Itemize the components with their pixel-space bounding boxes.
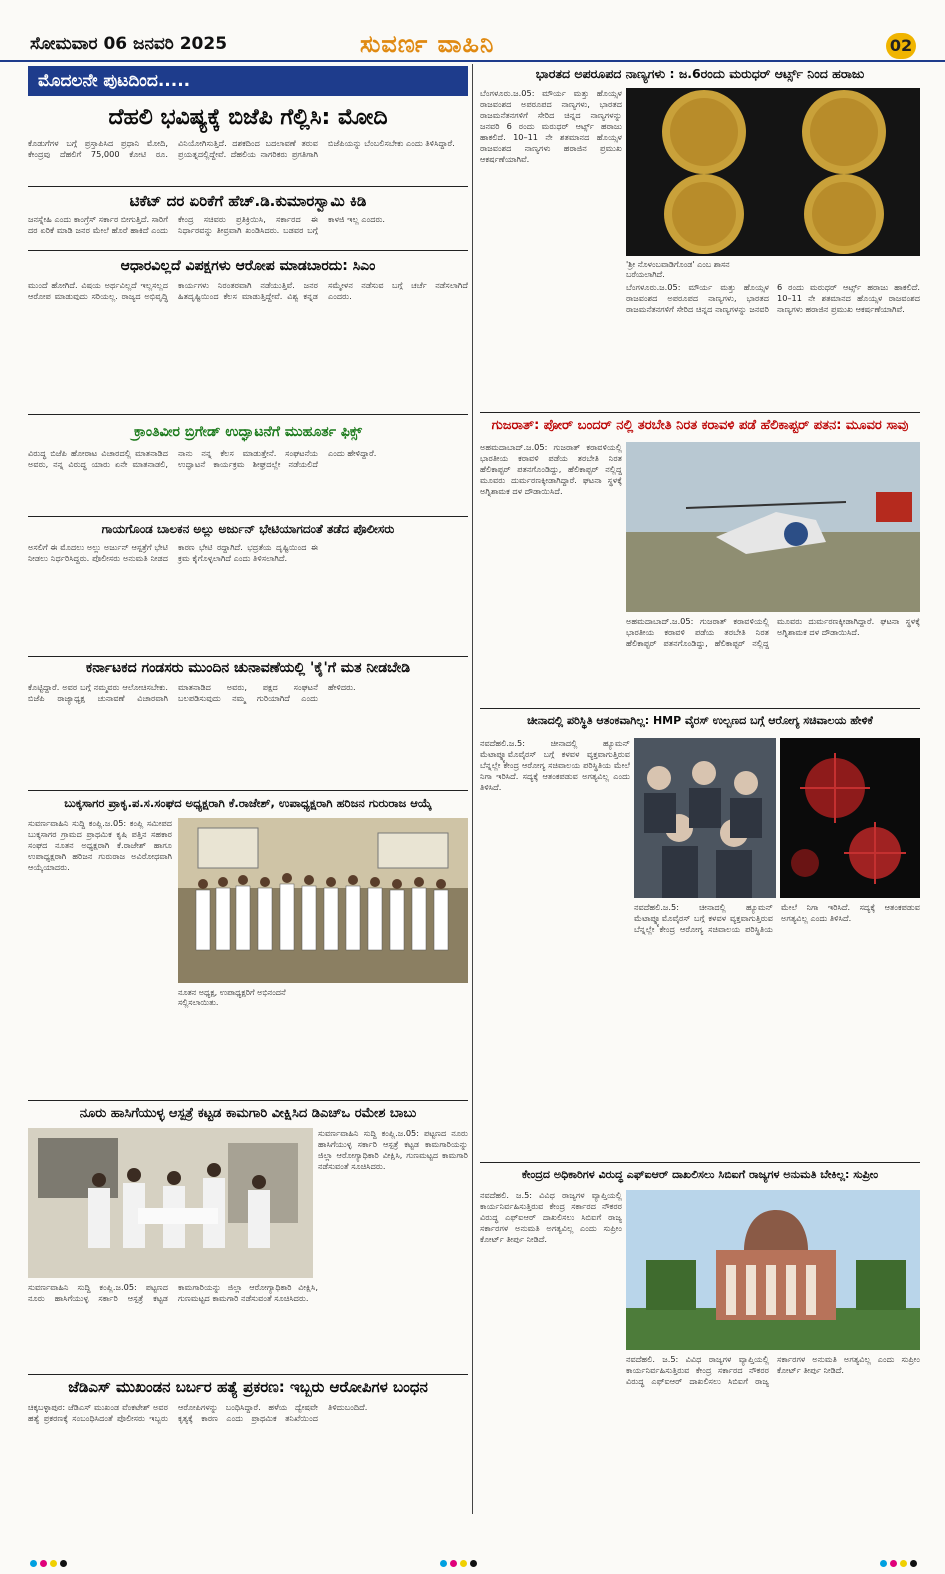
headline-delhi-bjp: ದೆಹಲಿ ಭವಿಷ್ಯಕ್ಕೆ ಬಿಜೆಪಿ ಗೆಲ್ಲಿಸಿ: ಮೋದಿ [108,105,388,130]
logo-text: ಸುವರ್ಣ ವಾಹಿನಿ [360,30,495,58]
article-cbi-body-continued: ನವದೆಹಲಿ. ಜ.5: ವಿವಿಧ ರಾಜ್ಯಗಳ ವ್ಯಾಪ್ತಿಯಲ್ಲಿ ಕಾರ್ಯನಿರ್ವಹಿಸುತ್ತಿರುವ ಕೇಂದ್ರ ಸರ್ಕಾರದ ನೌಕರರ ವಿರುದ್ಧ ಎಫ್ಐಆರ್ ದಾಖಲಿಸಲು ಸಿಬಿಐಗೆ ರಾಜ್ಯ ಸರ್ಕಾರಗಳ ಅನುಮತಿ ಅಗತ್ಯವಿಲ್ಲ ಎಂದು ಸುಪ್ರೀಂ ಕೋರ್ಟ್ ತೀರ್ಪು ನೀಡಿದೆ. [626,1354,920,1386]
issue-date: ಸೋಮವಾರ 06 ಜನವರಿ 2025 [30,34,228,54]
photo-hospital-inspection [28,1128,313,1278]
article-kranthiveera-body: ವಿರುದ್ಧ ಬಿಜೆಪಿ ಹೋರಾಟ ವಿಚಾರದಲ್ಲಿ ಮಾತನಾಡಿದ ಅವರು, ನನ್ನ ವಿರುದ್ಧ ಯಾರು ಏನೇ ಮಾತನಾಡಲಿ, ನಾನು ನನ್ನ ಕೆಲಸ ಮಾಡುತ್ತೇನೆ. ಸಂಘಟನೆಯ ಉದ್ಘಾಟನೆ ಕಾರ್ಯಕ್ರಮ ಶೀಘ್ರದಲ್ಲೇ ನಡೆಯಲಿದೆ ಎಂದು ಹೇಳಿದ್ದಾರೆ. [28,448,377,469]
article-cbi-body: ನವದೆಹಲಿ. ಜ.5: ವಿವಿಧ ರಾಜ್ಯಗಳ ವ್ಯಾಪ್ತಿಯಲ್ಲಿ ಕಾರ್ಯನಿರ್ವಹಿಸುತ್ತಿರುವ ಕೇಂದ್ರ ಸರ್ಕಾರದ ನೌಕರರ ವಿರುದ್ಧ ಎಫ್ಐಆರ್ ದಾಖಲಿಸಲು ಸಿಬಿಐಗೆ ರಾಜ್ಯ ಸರ್ಕಾರಗಳ ಅನುಮತಿ ಅಗತ್ಯವಿಲ್ಲ ಎಂದು ಸುಪ್ರೀಂ ಕೋರ್ಟ್ ತೀರ್ಪು ನೀಡಿದೆ. [480,1190,622,1244]
section-banner: ಮೊದಲನೇ ಪುಟದಿಂದ..... [28,66,468,96]
headline-kranthiveera-brigade: ಕ್ರಾಂತಿವೀರ ಬ್ರಿಗೇಡ್ ಉದ್ಘಾಟನೆಗೆ ಮುಹೂರ್ತ ಫಿಕ್ಸ್ [134,424,362,440]
article-helicopter-body: ಅಹಮದಾಬಾದ್.ಜ.05: ಗುಜರಾತ್ ಕರಾವಳಿಯಲ್ಲಿ ಭಾರತೀಯ ಕರಾವಳಿ ಪಡೆಯ ತರಬೇತಿ ನಿರತ ಹೆಲಿಕಾಪ್ಟರ್ ಪತನಗೊಂಡಿದ್ದು, ಹೆಲಿಕಾಪ್ಟರ್ ನಲ್ಲಿದ್ದ ಮೂವರು ದುರ್ಮರಣಕ್ಕೀಡಾಗಿದ್ದಾರೆ. ಘಟನಾ ಸ್ಥಳಕ್ಕೆ ಅಗ್ನಿಶಾಮಕ ದಳ ದೌಡಾಯಿಸಿದೆ. [480,442,622,496]
headline-jds-murder: ಜೆಡಿಎಸ್ ಮುಖಂಡನ ಬರ್ಬರ ಹತ್ಯೆ ಪ್ರಕರಣ: ಇಬ್ಬರು ಆರೋಪಿಗಳ ಬಂಧನ [68,1378,428,1396]
coins-photo-caption: 'ಶ್ರೀ ನೊಳಂಬವಾಡಿಗೊಂಡ' ಎಂಬ ಶಾಸನ ಬರೆಯಲಾಗಿದೆ. [626,260,730,279]
headline-karnataka-men: ಕರ್ನಾಟಕದ ಗಂಡಸರು ಮುಂದಿನ ಚುನಾವಣೆಯಲ್ಲಿ 'ಕೈ'ಗೆ ಮತ ನೀಡಬೇಡಿ [85,660,411,676]
article-cm-allegation-body: ಮುಂದೆ ಹೋಗಿದೆ. ವಿಷಯ ಅರ್ಥವಿಲ್ಲದೆ ಇಲ್ಲಸಲ್ಲದ ಆರೋಪ ಮಾಡುವುದು ಸರಿಯಲ್ಲ. ರಾಜ್ಯದ ಅಭಿವೃದ್ಧಿ ಕಾರ್ಯಗಳು ನಿರಂತರವಾಗಿ ನಡೆಯುತ್ತಿವೆ. ಜನರ ಹಿತದೃಷ್ಟಿಯಿಂದ ಕೆಲಸ ಮಾಡುತ್ತಿದ್ದೇವೆ. ವಿಶ್ವ ಕನ್ನಡ ಸಮ್ಮೇಳನ ನಡೆಸುವ ಬಗ್ಗೆ ಚರ್ಚೆ ನಡೆಸಲಾಗಿದೆ ಎಂದರು. [28,280,468,301]
article-jds-murder-body: ಚಿಕ್ಕಬಳ್ಳಾಪುರ: ಜೆಡಿಎಸ್ ಮುಖಂಡ ವೆಂಕಟೇಶ್ ಅವರ ಹತ್ಯೆ ಪ್ರಕರಣಕ್ಕೆ ಸಂಬಂಧಿಸಿದಂತೆ ಪೊಲೀಸರು ಇಬ್ಬರು ಆರೋಪಿಗಳನ್ನು ಬಂಧಿಸಿದ್ದಾರೆ. ಹಳೆಯ ದ್ವೇಷವೇ ಕೃತ್ಯಕ್ಕೆ ಕಾರಣ ಎಂದು ಪ್ರಾಥಮಿಕ ತನಿಖೆಯಿಂದ ತಿಳಿದುಬಂದಿದೆ. [28,1402,368,1423]
print-registration-marks-left [30,1552,70,1571]
headline-kumaraswamy: ಟಿಕೆಟ್ ದರ ಏರಿಕೆಗೆ ಹೆಚ್.ಡಿ.ಕುಮಾರಸ್ವಾಮಿ ಕಿಡಿ [129,192,367,210]
divider [480,1162,920,1163]
page-number-badge: 02 [886,33,916,59]
article-rare-coins-body-continued: ಬೆಂಗಳೂರು.ಜ.05: ಮೌರ್ಯ ಮತ್ತು ಹೊಯ್ಸಳ ರಾಜವಂಶದ ಅಪರೂಪದ ನಾಣ್ಯಗಳು, ಭಾರತದ ರಾಜಮನೆತನಗಳಿಗೆ ಸೇರಿದ ಚಿನ್ನದ ನಾಣ್ಯಗಳನ್ನು ಜನವರಿ 6 ರಂದು ಮರುಧರ್ ಆರ್ಟ್ಸ್ ಹರಾಜು ಹಾಕಲಿದೆ. 10–11 ನೇ ಶತಮಾನದ ಹೊಯ್ಸಳ ರಾಜವಂಶದ ನಾಣ್ಯಗಳು ಹರಾಜಿನ ಪ್ರಮುಖ ಆಕರ್ಷಣೆಯಾಗಿವೆ. [626,282,920,314]
print-registration-marks-center [440,1552,480,1571]
headline-rare-coins: ಭಾರತದ ಅಪರೂಪದ ನಾಣ್ಯಗಳು : ಜ.6ರಂದು ಮರುಧರ್ ಆರ್ಟ್ಸ್ ನಿಂದ ಹರಾಜು [535,66,865,81]
headline-allu-arjun: ಗಾಯಗೊಂಡ ಬಾಲಕನ ಅಲ್ಲು ಅರ್ಜುನ್ ಭೇಟಿಯಾಗದಂತೆ ತಡೆದ ಪೊಲೀಸರು [101,522,395,536]
article-hmp-virus-body-continued: ನವದೆಹಲಿ.ಜ.5: ಚೀನಾದಲ್ಲಿ ಹ್ಯೂಮನ್ ಮೆಟಾಪ್ನ್ಯೂಮೊವೈರಸ್ ಬಗ್ಗೆ ಕಳವಳ ವ್ಯಕ್ತವಾಗುತ್ತಿರುವ ಬೆನ್ನಲ್ಲೇ ಕೇಂದ್ರ ಆರೋಗ್ಯ ಸಚಿವಾಲಯ ಪರಿಸ್ಥಿತಿಯ ಮೇಲೆ ನಿಗಾ ಇರಿಸಿದೆ. ಸದ್ಯಕ್ಕೆ ಆತಂಕಪಡುವ ಅಗತ್ಯವಿಲ್ಲ ಎಂದು ತಿಳಿಸಿದೆ. [634,902,920,934]
divider [28,656,468,657]
divider [28,516,468,517]
article-hospital-body-right: ಸುವರ್ಣವಾಹಿನಿ ಸುದ್ದಿ ಕಂಪ್ಲಿ.ಜ.05: ಪಟ್ಟಣದ ನೂರು ಹಾಸಿಗೆಯುಳ್ಳ ಸರ್ಕಾರಿ ಆಸ್ಪತ್ರೆ ಕಟ್ಟಡ ಕಾಮಗಾರಿಯನ್ನು ಜಿಲ್ಲಾ ಆರೋಗ್ಯಾಧಿಕಾರಿ ವೀಕ್ಷಿಸಿ, ಗುಣಮಟ್ಟದ ಕಾಮಗಾರಿ ನಡೆಸುವಂತೆ ಸೂಚಿಸಿದರು. [318,1128,468,1171]
article-helicopter-body-continued: ಅಹಮದಾಬಾದ್.ಜ.05: ಗುಜರಾತ್ ಕರಾವಳಿಯಲ್ಲಿ ಭಾರತೀಯ ಕರಾವಳಿ ಪಡೆಯ ತರಬೇತಿ ನಿರತ ಹೆಲಿಕಾಪ್ಟರ್ ಪತನಗೊಂಡಿದ್ದು, ಹೆಲಿಕಾಪ್ಟರ್ ನಲ್ಲಿದ್ದ ಮೂವರು ದುರ್ಮರಣಕ್ಕೀಡಾಗಿದ್ದಾರೆ. ಘಟನಾ ಸ್ಥಳಕ್ಕೆ ಅಗ್ನಿಶಾಮಕ ದಳ ದೌಡಾಯಿಸಿದೆ. [626,616,920,648]
divider [28,790,468,791]
society-photo-caption: ನೂತನ ಅಧ್ಯಕ್ಷ, ಉಪಾಧ್ಯಕ್ಷರಿಗೆ ಅಭಿನಂದನೆ ಸಲ್ಲಿಸಲಾಯಿತು. [178,988,286,1007]
divider [28,1374,468,1375]
photo-hospital-crowd [634,738,776,898]
divider [28,250,468,251]
print-registration-marks-right [880,1552,920,1571]
column-divider [472,64,473,1514]
headline-bukkasagara-society: ಬುಕ್ಕಸಾಗರ ಪ್ರಾಕೃ.ಪ.ಸ.ಸಂಘದ ಅಧ್ಯಕ್ಷರಾಗಿ ಕೆ.ರಾಜೇಶ್, ಉಪಾಧ್ಯಕ್ಷರಾಗಿ ಹರಿಜನ ಗುರುರಾಜ ಆಯ್ಕೆ [64,796,432,810]
headline-helicopter-crash: ಗುಜರಾತ್: ಪೋರ್ ಬಂದರ್ ನಲ್ಲಿ ತರಬೇತಿ ನಿರತ ಕರಾವಳಿ ಪಡೆ ಹೆಲಿಕಾಪ್ಟರ್ ಪತನ: ಮೂವರ ಸಾವು [491,418,909,433]
photo-virus-illustration [780,738,920,898]
headline-cbi-supreme-court: ಕೇಂದ್ರದ ಅಧಿಕಾರಿಗಳ ವಿರುದ್ಧ ಎಫ್ಐಆರ್ ದಾಖಲಿಸಲು ಸಿಬಿಐಗೆ ರಾಜ್ಯಗಳ ಅನುಮತಿ ಬೇಕಿಲ್ಲ: ಸುಪ್ರೀಂ [521,1168,879,1181]
masthead [0,0,945,62]
headline-cm-allegation: ಆಧಾರವಿಲ್ಲದೆ ವಿಪಕ್ಷಗಳು ಆರೋಪ ಮಾಡಬಾರದು: ಸಿಎಂ [120,258,376,274]
divider [28,186,468,187]
divider [28,1100,468,1101]
photo-gold-coins [626,88,920,256]
article-delhi-bjp-body: ಕೊಡುಗೆಗಳ ಬಗ್ಗೆ ಪ್ರಸ್ತಾಪಿಸಿದ ಪ್ರಧಾನಿ ಮೋದಿ, ಕೇಂದ್ರವು ದೆಹಲಿಗೆ 75,000 ಕೋಟಿ ರೂ. ವಿನಿಯೋಗಿಸುತ್ತಿದೆ. ದಶಕದಿಂದ ಬದಲಾವಣೆ ತರುವ ಪ್ರಯತ್ನದಲ್ಲಿದ್ದೇವೆ. ದೆಹಲಿಯ ನಾಗರಿಕರು ಪ್ರಗತಿಗಾಗಿ ಬಿಜೆಪಿಯನ್ನು ಬೆಂಬಲಿಸಬೇಕು ಎಂದು ತಿಳಿಸಿದ್ದಾರೆ. [28,138,455,159]
article-rare-coins-body: ಬೆಂಗಳೂರು.ಜ.05: ಮೌರ್ಯ ಮತ್ತು ಹೊಯ್ಸಳ ರಾಜವಂಶದ ಅಪರೂಪದ ನಾಣ್ಯಗಳು, ಭಾರತದ ರಾಜಮನೆತನಗಳಿಗೆ ಸೇರಿದ ಚಿನ್ನದ ನಾಣ್ಯಗಳನ್ನು ಜನವರಿ 6 ರಂದು ಮರುಧರ್ ಆರ್ಟ್ಸ್ ಹರಾಜು ಹಾಕಲಿದೆ. 10–11 ನೇ ಶತಮಾನದ ಹೊಯ್ಸಳ ರಾಜವಂಶದ ನಾಣ್ಯಗಳು ಹರಾಜಿನ ಪ್ರಮುಖ ಆಕರ್ಷಣೆಯಾಗಿವೆ. [480,88,622,164]
headline-hospital-inspection: ನೂರು ಹಾಸಿಗೆಯುಳ್ಳ ಆಸ್ಪತ್ರೆ ಕಟ್ಟಡ ಕಾಮಗಾರಿ ವೀಕ್ಷಿಸಿದ ಡಿಎಚ್ಒ ರಮೇಶ ಬಾಬು [79,1106,417,1121]
article-hospital-body: ಸುವರ್ಣವಾಹಿನಿ ಸುದ್ದಿ ಕಂಪ್ಲಿ.ಜ.05: ಪಟ್ಟಣದ ನೂರು ಹಾಸಿಗೆಯುಳ್ಳ ಸರ್ಕಾರಿ ಆಸ್ಪತ್ರೆ ಕಟ್ಟಡ ಕಾಮಗಾರಿಯನ್ನು ಜಿಲ್ಲಾ ಆರೋಗ್ಯಾಧಿಕಾರಿ ವೀಕ್ಷಿಸಿ, ಗುಣಮಟ್ಟದ ಕಾಮಗಾರಿ ನಡೆಸುವಂತೆ ಸೂಚಿಸಿದರು. [28,1282,318,1303]
divider [480,412,920,413]
divider [28,414,468,415]
headline-hmp-virus: ಚೀನಾದಲ್ಲಿ ಪರಿಸ್ಥಿತಿ ಆತಂಕವಾಗಿಲ್ಲ: HMP ವೈರಸ್ ಉಲ್ಬಣದ ಬಗ್ಗೆ ಆರೋಗ್ಯ ಸಚಿವಾಲಯ ಹೇಳಿಕೆ [527,714,873,727]
photo-supreme-court [626,1190,920,1350]
article-allu-arjun-body: ಅಸಲಿಗೆ ಈ ಮೊದಲು ಅಲ್ಲು ಅರ್ಜುನ್ ಆಸ್ಪತ್ರೆಗೆ ಭೇಟಿ ನೀಡಲು ನಿರ್ಧರಿಸಿದ್ದರು. ಪೊಲೀಸರು ಅನುಮತಿ ನೀಡದ ಕಾರಣ ಭೇಟಿ ರದ್ದಾಗಿದೆ. ಭದ್ರತೆಯ ದೃಷ್ಟಿಯಿಂದ ಈ ಕ್ರಮ ಕೈಗೊಳ್ಳಲಾಗಿದೆ ಎಂದು ತಿಳಿಸಲಾಗಿದೆ. [28,542,318,563]
photo-helicopter-crash [626,442,920,612]
article-karnataka-men-body: ಕೊಟ್ಟಿದ್ದಾರೆ. ಅವರ ಬಗ್ಗೆ ನಮ್ಮವರು ಆಲೋಚಿಸಬೇಕು. ಬಿಜೆಪಿ ರಾಜ್ಯಾಧ್ಯಕ್ಷ ಚುನಾವಣೆ ವಿಚಾರವಾಗಿ ಮಾತನಾಡಿದ ಅವರು, ಪಕ್ಷದ ಸಂಘಟನೆ ಬಲಪಡಿಸುವುದು ನಮ್ಮ ಗುರಿಯಾಗಿದೆ ಎಂದು ಹೇಳಿದರು. [28,682,356,703]
article-hmp-virus-body: ನವದೆಹಲಿ.ಜ.5: ಚೀನಾದಲ್ಲಿ ಹ್ಯೂಮನ್ ಮೆಟಾಪ್ನ್ಯೂಮೊವೈರಸ್ ಬಗ್ಗೆ ಕಳವಳ ವ್ಯಕ್ತವಾಗುತ್ತಿರುವ ಬೆನ್ನಲ್ಲೇ ಕೇಂದ್ರ ಆರೋಗ್ಯ ಸಚಿವಾಲಯ ಪರಿಸ್ಥಿತಿಯ ಮೇಲೆ ನಿಗಾ ಇರಿಸಿದೆ. ಸದ್ಯಕ್ಕೆ ಆತಂಕಪಡುವ ಅಗತ್ಯವಿಲ್ಲ ಎಂದು ತಿಳಿಸಿದೆ. [480,738,630,792]
group-photo-society [178,818,468,983]
article-kumaraswamy-body: ಜನಸ್ನೇಹಿ ಎಂದು ಕಾಂಗ್ರೆಸ್ ಸರ್ಕಾರ ಬೀಗುತ್ತಿದೆ. ಸಾರಿಗೆ ದರ ಏರಿಕೆ ಮಾಡಿ ಜನರ ಮೇಲೆ ಹೊರೆ ಹಾಕಿದೆ ಎಂದು ಕೇಂದ್ರ ಸಚಿವರು ಪ್ರತಿಕ್ರಿಯಿಸಿ, ಸರ್ಕಾರದ ಈ ನಿರ್ಧಾರವನ್ನು ತೀವ್ರವಾಗಿ ಖಂಡಿಸಿದರು. ಬಡವರ ಬಗ್ಗೆ ಕಾಳಜಿ ಇಲ್ಲ ಎಂದರು. [28,214,386,235]
newspaper-logo [360,30,494,58]
divider [480,708,920,709]
article-bukkasagara-body: ಸುವರ್ಣವಾಹಿನಿ ಸುದ್ದಿ ಕಂಪ್ಲಿ.ಜ.05: ಕಂಪ್ಲಿ ಸಮೀಪದ ಬುಕ್ಕಸಾಗರ ಗ್ರಾಮದ ಪ್ರಾಥಮಿಕ ಕೃಷಿ ಪತ್ತಿನ ಸಹಕಾರ ಸಂಘದ ನೂತನ ಅಧ್ಯಕ್ಷರಾಗಿ ಕೆ.ರಾಜೇಶ್ ಹಾಗೂ ಉಪಾಧ್ಯಕ್ಷರಾಗಿ ಹರಿಜನ ಗುರುರಾಜ ಅವಿರೋಧವಾಗಿ ಆಯ್ಕೆಯಾದರು. [28,818,172,872]
